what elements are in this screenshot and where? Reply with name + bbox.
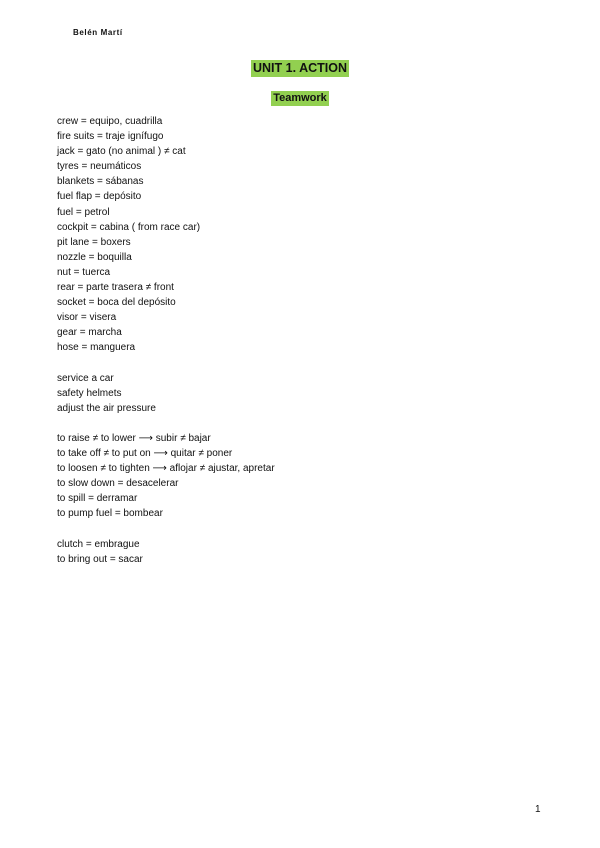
section-subtitle: Teamwork <box>273 92 327 104</box>
title-row <box>0 59 600 77</box>
vocab-entry: cockpit = cabina ( from race car) <box>57 221 201 233</box>
vocab-entry: to pump fuel = bombear <box>57 508 163 520</box>
vocab-entry: to slow down = desacelerar <box>57 478 179 490</box>
vocab-entry: service a car <box>57 372 114 384</box>
group-spacer <box>57 522 557 537</box>
page-title: UNIT 1. ACTION <box>253 61 347 75</box>
author-name: Belén Martí <box>73 28 123 37</box>
page-number: 1 <box>535 804 541 815</box>
vocab-entry: to raise ≠ to lower ⟶ subir ≠ bajar <box>57 432 211 444</box>
vocab-entry: tyres = neumáticos <box>57 161 142 173</box>
vocab-entry: socket = boca del depósito <box>57 297 176 309</box>
subtitle-row <box>0 88 600 106</box>
vocab-entry: pit lane = boxers <box>57 236 131 248</box>
vocab-entry: jack = gato (no animal ) ≠ cat <box>57 146 186 158</box>
vocab-entry: safety helmets <box>57 387 122 399</box>
vocab-entry: visor = visera <box>57 312 117 324</box>
vocab-entry: to take off ≠ to put on ⟶ quitar ≠ poner <box>57 448 233 460</box>
vocab-entry: fuel flap = depósito <box>57 191 142 203</box>
vocab-entry: rear = parte trasera ≠ front <box>57 282 174 294</box>
vocabulary-list <box>57 114 557 567</box>
vocab-entry: hose = manguera <box>57 342 136 354</box>
vocab-entry: to bring out = sacar <box>57 553 143 565</box>
vocab-entry: clutch = embrague <box>57 538 140 550</box>
vocab-entry: nozzle = boquilla <box>57 251 132 263</box>
group-spacer <box>57 416 557 431</box>
vocab-entry: fuel = petrol <box>57 206 110 218</box>
vocab-entry: adjust the air pressure <box>57 402 156 414</box>
vocab-entry: nut = tuerca <box>57 266 111 278</box>
group-spacer <box>57 356 557 371</box>
vocab-entry: blankets = sábanas <box>57 176 144 188</box>
vocab-entry: to spill = derramar <box>57 493 138 505</box>
vocab-entry: gear = marcha <box>57 327 122 339</box>
vocab-entry: crew = equipo, cuadrilla <box>57 116 163 127</box>
vocab-entry: fire suits = traje ignífugo <box>57 131 164 143</box>
vocab-entry: to loosen ≠ to tighten ⟶ aflojar ≠ ajustar, apretar <box>57 463 275 475</box>
